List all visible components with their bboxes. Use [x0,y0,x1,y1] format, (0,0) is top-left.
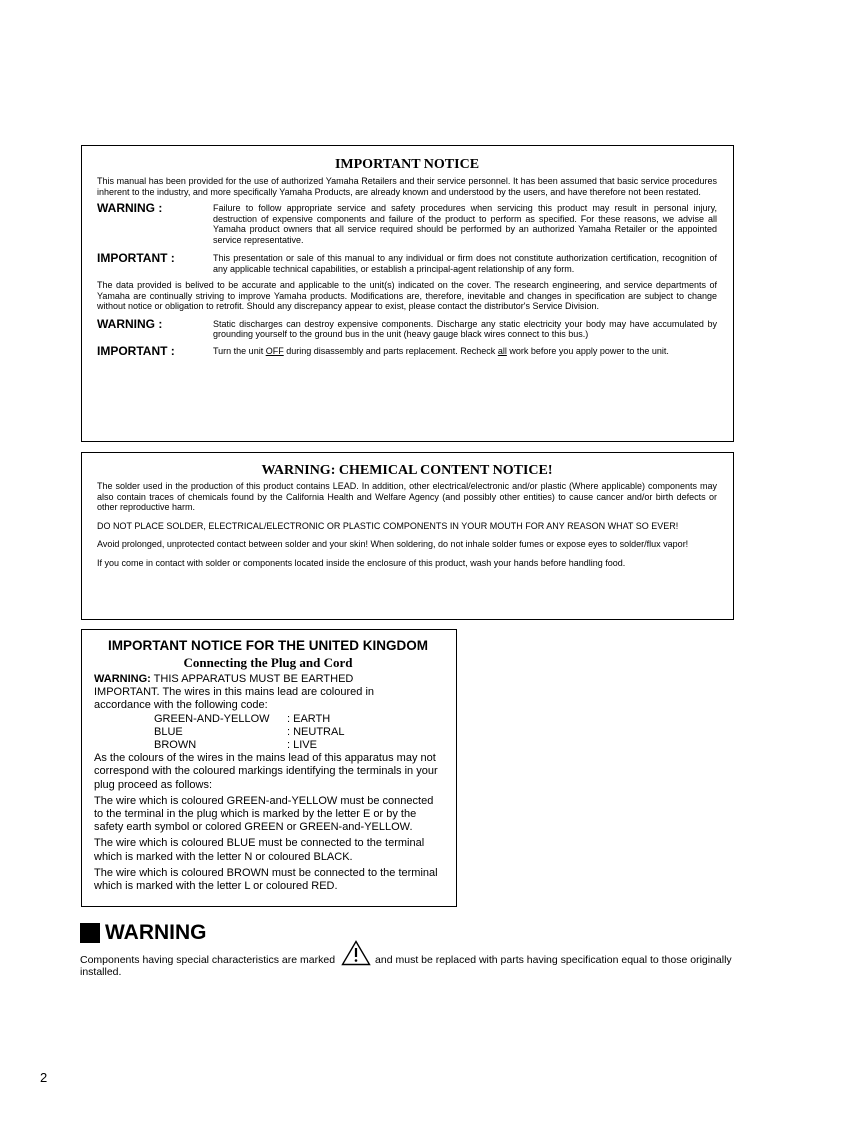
uk-brown-paragraph: The wire which is coloured BROWN must be connected to the terminal which is marked with the letter L or coloured RED. [94,866,438,893]
warning-text: Failure to follow appropriate service and safety procedures when servicing this product may result in personal injury, destruction of expensive components and failure of the product to perform as specified. For these reasons, we advise all Yamaha product owners that all service required should be performed by an authorized Yamaha Retailer or the appointed service representative. [213,203,717,245]
important-text: This presentation or sale of this manual to any individual or firm does not constitute authorization certification, recognition of any applicable technical capabilities, or establish a principal-agent relationship of any form. [213,253,717,274]
chem-p4: If you come in contact with solder or components located inside the enclosure of this product, wash your hands before handling food. [97,557,626,568]
important-notice-title: IMPORTANT NOTICE [334,157,480,172]
important-label: IMPORTANT : [97,251,175,265]
power-important-text: Turn the unit OFF during disassembly and parts replacement. Recheck all work before you apply power to the unit. [213,345,669,356]
chem-p3: Avoid prolonged, unprotected contact between solder and your skin! When soldering, do not inhale solder fumes or expose eyes to solder/flux vapor! [97,539,689,549]
data-paragraph: The data provided is belived to be accurate and applicable to the unit(s) indicated on the cover. The research engineering, and service departments of Yamaha are continually striving to improve Yamaha products. Modifications are, therefore, inevitable and changes in specification are subject to change without notice or obligation to retrofit. Should any discrepancy appear to exist, please contact the distributor's Service Division. [97,280,717,311]
chem-p1: The solder used in the production of this product contains LEAD. In addition, other electrical/electronic and/or plastic (Where applicable) components may also contain traces of chemicals found by the California Health and Welfare Agency (and possibly other entities) to cause cancer and/or birth defects or other reproductive harm. [97,481,717,512]
chemical-notice-box [81,452,734,620]
warning-heading: WARNING [80,921,207,945]
power-important-label: IMPORTANT : [97,343,175,358]
uk-colours-paragraph: As the colours of the wires in the mains lead of this apparatus may not correspond with the coloured markings identifying the terminals in your plug proceed as follows: [94,752,438,791]
important-notice-box [81,145,734,442]
code-row: BLUE : NEUTRAL [154,725,345,738]
uk-notice-box [81,629,457,907]
page-number: 2 [40,1070,48,1085]
static-warning-label: WARNING : [97,316,163,331]
static-warning-text: Static discharges can destroy expensive components. Discharge any static electricity your body may have accumulated by grounding yourself to the ground bus in the unit (heavy gauge black wires connect to this bus.) [213,318,717,339]
notice-intro: This manual has been provided for the use of authorized Yamaha Retailers and their service personnel. It has been assumed that basic service procedures inherent to the industry, and more specifically Yamaha Products, are already known and understood by the users, and have therefore not been restated. [97,176,717,197]
warning-text-block: Components having special characteristics are marked and must be replaced with parts having specification equal to those originally installed. [80,940,740,978]
uk-blue-paragraph: The wire which is coloured BLUE must be connected to the terminal which is marked with the letter N or coloured BLACK. [94,837,425,863]
code-row: BROWN : LIVE [154,739,317,752]
uk-warning: WARNING: THIS APPARATUS MUST BE EARTHED [94,673,354,685]
uk-notice-subtitle: Connecting the Plug and Cord [183,655,353,670]
warning-triangle-icon [341,940,371,966]
uk-notice-title: IMPORTANT NOTICE FOR THE UNITED KINGDOM [108,638,428,653]
chem-p2: DO NOT PLACE SOLDER, ELECTRICAL/ELECTRONIC OR PLASTIC COMPONENTS IN YOUR MOUTH FOR ANY REASON WHAT SO EVER! [97,520,679,531]
uk-important: IMPORTANT. The wires in this mains lead are coloured in accordance with the following code: [94,686,375,712]
warning-label: WARNING : [97,201,163,215]
code-row: GREEN-AND-YELLOW : EARTH [154,712,331,725]
chemical-notice-title: WARNING: CHEMICAL CONTENT NOTICE! [261,463,553,478]
uk-green-paragraph: The wire which is coloured GREEN-and-YELLOW must be connected to the terminal in the plug which is marked by the letter E or by the safety earth symbol or colored GREEN or GREEN-and-YELLOW. [94,794,434,834]
